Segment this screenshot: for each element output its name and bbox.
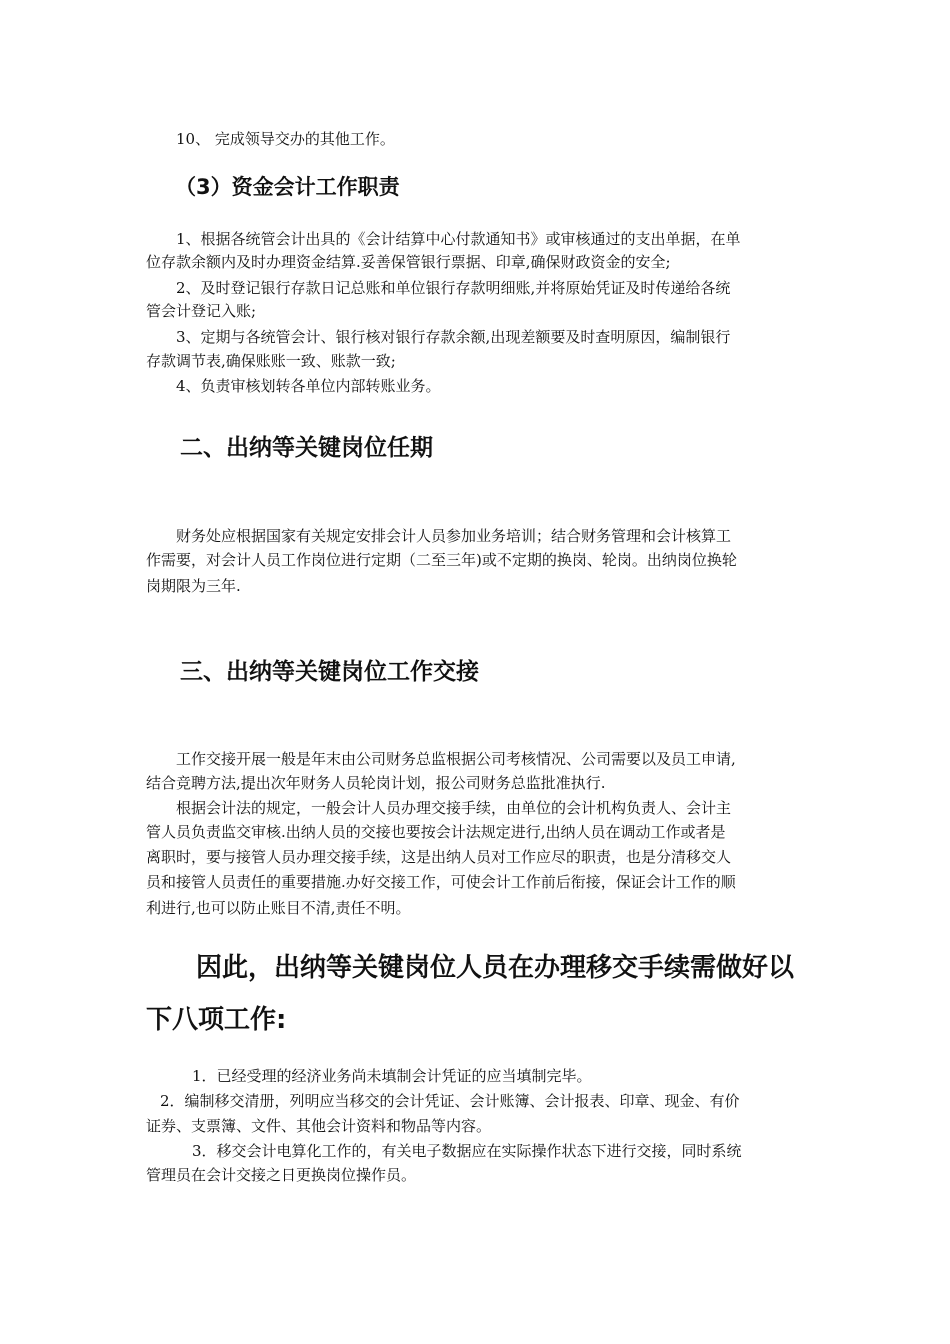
list-item: 1．已经受理的经济业务尚未填制会计凭证的应当填制完毕。: [192, 1067, 592, 1085]
paragraph-line: 离职时，要与接管人员办理交接手续，这是出纳人员对工作应尽的职责，也是分清移交人: [146, 848, 732, 866]
paragraph-line: 存款调节表,确保账账一致、账款一致;: [146, 352, 396, 370]
paragraph-line: 管会计登记入账;: [146, 302, 257, 320]
paragraph-line: 1、根据各统管会计出具的《会计结算中心付款通知书》或审核通过的支出单据，在单: [176, 230, 741, 248]
paragraph-line: 岗期限为三年.: [146, 577, 241, 595]
paragraph-line: 管人员负责监交审核.出纳人员的交接也要按会计法规定进行,出纳人员在调动工作或者是: [146, 823, 726, 841]
paragraph-line: 利进行,也可以防止账目不清,责任不明。: [146, 899, 411, 917]
list-item: 2．编制移交清册，列明应当移交的会计凭证、会计账簿、会计报表、印章、现金、有价: [160, 1092, 740, 1110]
conclusion-heading-line2: 下八项工作:: [146, 1005, 287, 1035]
paragraph-line: 工作交接开展一般是年末由公司财务总监根据公司考核情况、公司需要以及员工申请,: [176, 750, 736, 768]
paragraph-line: 位存款余额内及时办理资金结算.妥善保管银行票据、印章,确保财政资金的安全;: [146, 253, 671, 271]
paragraph-line: 4、负责审核划转各单位内部转账业务。: [176, 377, 441, 395]
paragraph-line: 3、定期与各统管会计、银行核对银行存款余额,出现差额要及时查明原因，编制银行: [176, 328, 731, 346]
section-3-heading: （3）资金会计工作职责: [175, 175, 400, 199]
list-item: 证券、支票簿、文件、其他会计资料和物品等内容。: [146, 1117, 492, 1135]
section-three-heading: 三、出纳等关键岗位工作交接: [180, 659, 479, 685]
paragraph-line: 财务处应根据国家有关规定安排会计人员参加业务培训；结合财务管理和会计核算工: [176, 527, 732, 545]
paragraph-line: 作需要，对会计人员工作岗位进行定期（二至三年)或不定期的换岗、轮岗。出纳岗位换轮: [146, 551, 737, 569]
paragraph-line: 根据会计法的规定，一般会计人员办理交接手续，由单位的会计机构负责人、会计主: [176, 799, 732, 817]
paragraph-line: 员和接管人员责任的重要措施.办好交接工作，可使会计工作前后衔接，保证会计工作的顺: [146, 873, 736, 891]
paragraph-line: 结合竞聘方法,提出次年财务人员轮岗计划，报公司财务总监批准执行.: [146, 774, 606, 792]
conclusion-heading-line1: 因此，出纳等关键岗位人员在办理移交手续需做好以: [196, 953, 795, 983]
paragraph-line: 2、及时登记银行存款日记总账和单位银行存款明细账,并将原始凭证及时传递给各统: [176, 279, 731, 297]
section-two-heading: 二、出纳等关键岗位任期: [180, 435, 433, 461]
list-item-10: 10、 完成领导交办的其他工作。: [176, 130, 395, 148]
list-item: 管理员在会计交接之日更换岗位操作员。: [146, 1166, 417, 1184]
list-item: 3．移交会计电算化工作的，有关电子数据应在实际操作状态下进行交接，同时系统: [192, 1142, 742, 1160]
